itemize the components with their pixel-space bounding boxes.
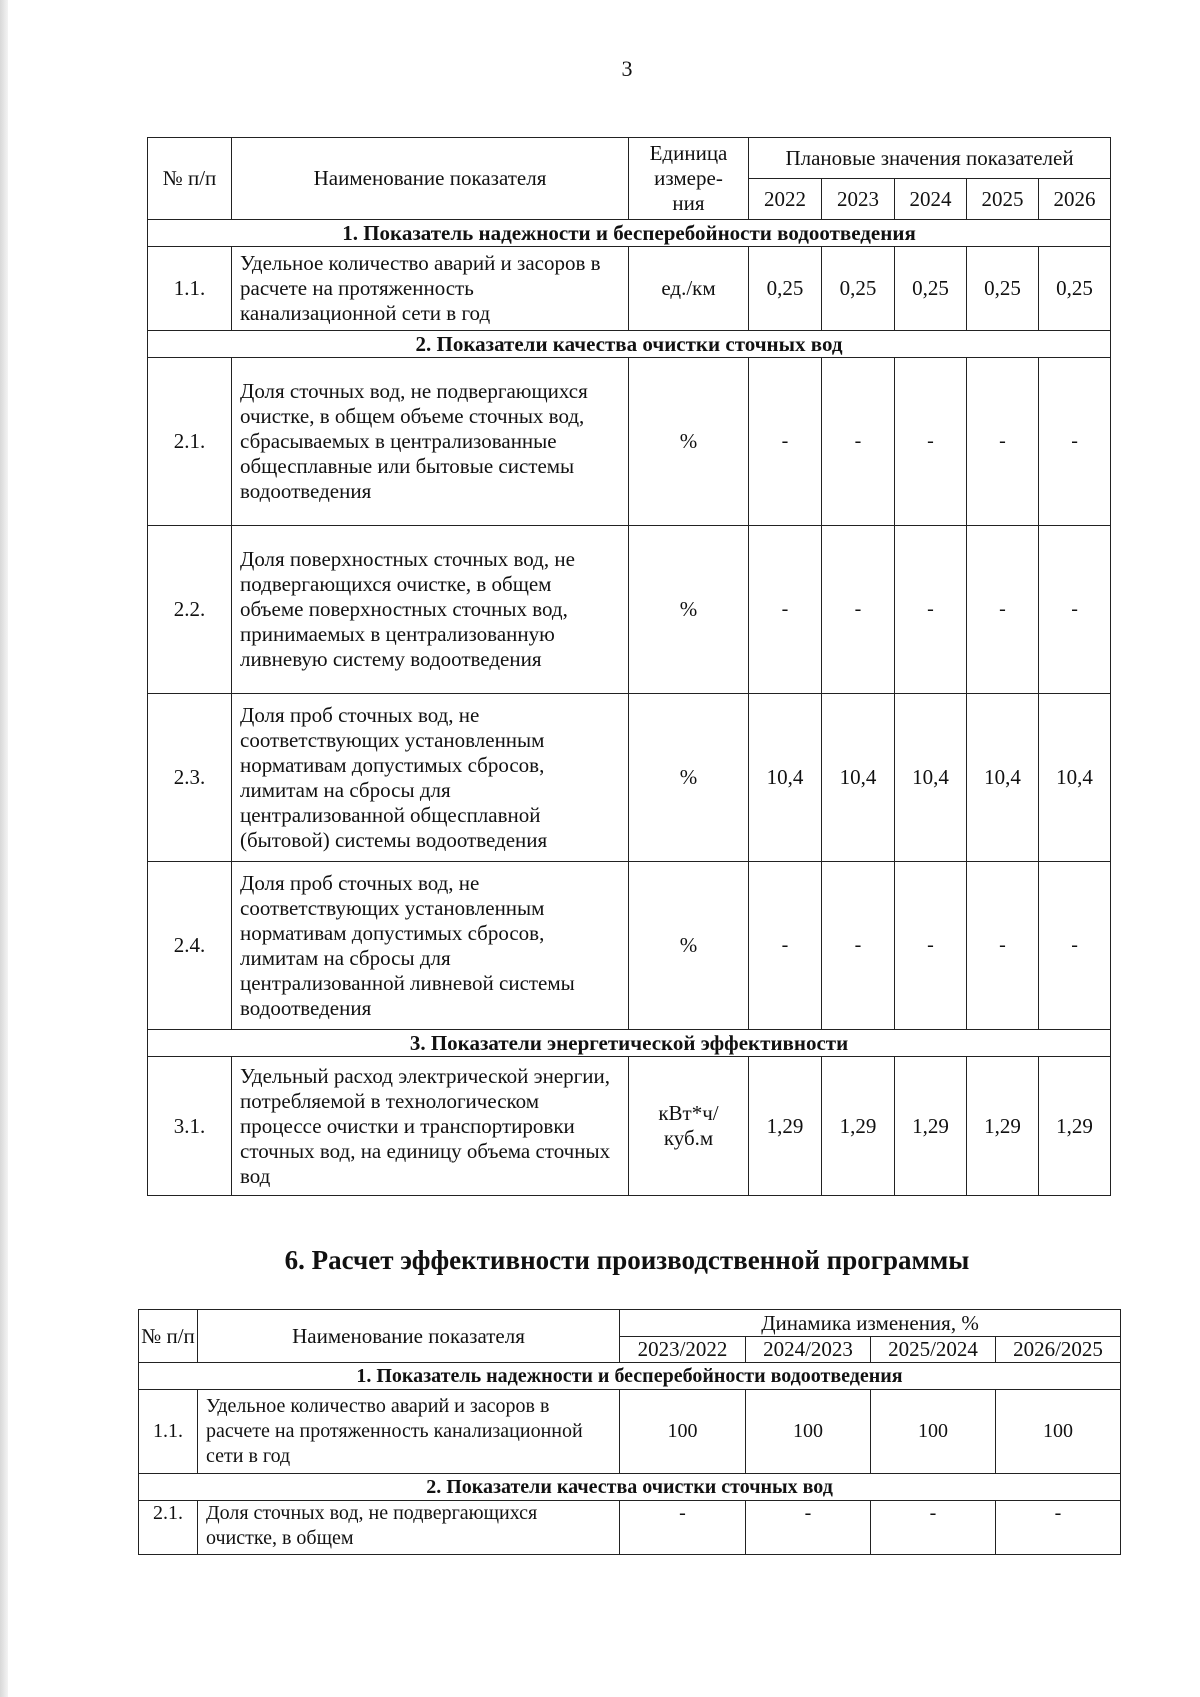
row-value: - bbox=[822, 358, 895, 526]
section-title: 1. Показатель надежности и бесперебойности водоотведения bbox=[139, 1363, 1121, 1390]
row-num: 2.2. bbox=[148, 526, 232, 694]
row-name: Удельный расход электрической энергии, потребляемой в технологическом процессе очистки и транспортировки сточных вод, на единицу объема сточных вод bbox=[232, 1057, 629, 1196]
row-value: - bbox=[996, 1501, 1121, 1555]
row-value: 1,29 bbox=[749, 1057, 822, 1196]
row-value: 1,29 bbox=[895, 1057, 967, 1196]
header-period: 2024/2023 bbox=[746, 1337, 871, 1363]
header-unit: Единица измере-ния bbox=[629, 138, 749, 220]
row-value: 0,25 bbox=[967, 247, 1039, 331]
row-unit: % bbox=[629, 694, 749, 862]
row-value: - bbox=[749, 862, 822, 1030]
row-value: - bbox=[749, 358, 822, 526]
table-row bbox=[148, 526, 1111, 694]
row-value: 0,25 bbox=[822, 247, 895, 331]
row-num: 2.4. bbox=[148, 862, 232, 1030]
row-value: - bbox=[895, 526, 967, 694]
row-num: 2.1. bbox=[148, 358, 232, 526]
efficiency-table bbox=[138, 1309, 1121, 1555]
row-value: 100 bbox=[996, 1390, 1121, 1474]
row-value: - bbox=[620, 1501, 746, 1555]
planned-indicators-table bbox=[147, 137, 1111, 1196]
scan-left-edge bbox=[0, 0, 8, 1697]
header-year: 2023 bbox=[822, 179, 895, 220]
row-value: - bbox=[746, 1501, 871, 1555]
row-num: 2.1. bbox=[139, 1501, 198, 1555]
row-value: 10,4 bbox=[1039, 694, 1111, 862]
header-name: Наименование показателя bbox=[198, 1310, 620, 1363]
row-value: - bbox=[822, 862, 895, 1030]
row-value: 10,4 bbox=[822, 694, 895, 862]
header-period: 2026/2025 bbox=[996, 1337, 1121, 1363]
row-value: 0,25 bbox=[1039, 247, 1111, 331]
section-title: 2. Показатели качества очистки сточных вод bbox=[148, 331, 1111, 358]
table-row bbox=[148, 247, 1111, 331]
row-name: Доля проб сточных вод, не соответствующих установленным нормативам допустимых сбросов, лимитам на сбросы для централизованной общесплавной (бытовой) системы водоотведения bbox=[232, 694, 629, 862]
row-value: 10,4 bbox=[749, 694, 822, 862]
row-num: 2.3. bbox=[148, 694, 232, 862]
row-value: - bbox=[895, 358, 967, 526]
row-unit: % bbox=[629, 862, 749, 1030]
table-row bbox=[148, 694, 1111, 862]
table-row bbox=[148, 862, 1111, 1030]
header-year: 2022 bbox=[749, 179, 822, 220]
row-value: 1,29 bbox=[822, 1057, 895, 1196]
section-title: 1. Показатель надежности и бесперебойности водоотведения bbox=[148, 220, 1111, 247]
row-value: 100 bbox=[871, 1390, 996, 1474]
row-value: - bbox=[871, 1501, 996, 1555]
row-unit: ед./км bbox=[629, 247, 749, 331]
table-row bbox=[148, 358, 1111, 526]
row-value: 0,25 bbox=[749, 247, 822, 331]
row-name: Доля поверхностных сточных вод, не подвергающихся очистке, в общем объеме поверхностных сточных вод, принимаемых в централизованную ливневую систему водоотведения bbox=[232, 526, 629, 694]
row-num: 1.1. bbox=[139, 1390, 198, 1474]
header-year: 2025 bbox=[967, 179, 1039, 220]
table-row bbox=[139, 1390, 1121, 1474]
section-title: 2. Показатели качества очистки сточных вод bbox=[139, 1474, 1121, 1501]
row-value: - bbox=[822, 526, 895, 694]
row-value: 10,4 bbox=[967, 694, 1039, 862]
header-name: Наименование показателя bbox=[232, 138, 629, 220]
header-year: 2024 bbox=[895, 179, 967, 220]
row-name: Удельное количество аварий и засоров в расчете на протяженность канализационной сети в год bbox=[232, 247, 629, 331]
row-unit: % bbox=[629, 358, 749, 526]
row-value: - bbox=[967, 862, 1039, 1030]
row-value: 100 bbox=[746, 1390, 871, 1474]
row-value: - bbox=[1039, 358, 1111, 526]
row-value: 100 bbox=[620, 1390, 746, 1474]
row-value: 1,29 bbox=[1039, 1057, 1111, 1196]
section-heading: 6. Расчет эффективности производственной программы bbox=[284, 1245, 970, 1275]
page-number: 3 bbox=[621, 56, 633, 81]
table-row bbox=[148, 1057, 1111, 1196]
row-value: 0,25 bbox=[895, 247, 967, 331]
row-name: Доля сточных вод, не подвергающихся очистке, в общем объеме сточных вод, сбрасываемых в централизованные общесплавные или бытовые системы водоотведения bbox=[232, 358, 629, 526]
header-period: 2023/2022 bbox=[620, 1337, 746, 1363]
row-num: 1.1. bbox=[148, 247, 232, 331]
row-value: - bbox=[967, 526, 1039, 694]
header-num: № п/п bbox=[148, 138, 232, 220]
row-value: 10,4 bbox=[895, 694, 967, 862]
section-title: 3. Показатели энергетической эффективности bbox=[148, 1030, 1111, 1057]
header-planned-values: Плановые значения показателей bbox=[749, 138, 1111, 179]
header-num: № п/п bbox=[139, 1310, 198, 1363]
row-value: - bbox=[895, 862, 967, 1030]
row-name: Удельное количество аварий и засоров в расчете на протяженность канализационной сети в год bbox=[198, 1390, 620, 1474]
row-value: - bbox=[967, 358, 1039, 526]
row-unit: % bbox=[629, 526, 749, 694]
row-unit: кВт*ч/ куб.м bbox=[629, 1057, 749, 1196]
row-name: Доля проб сточных вод, не соответствующих установленным нормативам допустимых сбросов, лимитам на сбросы для централизованной ливневой системы водоотведения bbox=[232, 862, 629, 1030]
row-value: 1,29 bbox=[967, 1057, 1039, 1196]
row-num: 3.1. bbox=[148, 1057, 232, 1196]
row-name: Доля сточных вод, не подвергающихся очистке, в общем bbox=[198, 1501, 620, 1555]
header-dynamics: Динамика изменения, % bbox=[620, 1310, 1121, 1337]
header-period: 2025/2024 bbox=[871, 1337, 996, 1363]
table-row bbox=[139, 1501, 1121, 1555]
row-value: - bbox=[1039, 862, 1111, 1030]
header-year: 2026 bbox=[1039, 179, 1111, 220]
row-value: - bbox=[749, 526, 822, 694]
row-value: - bbox=[1039, 526, 1111, 694]
